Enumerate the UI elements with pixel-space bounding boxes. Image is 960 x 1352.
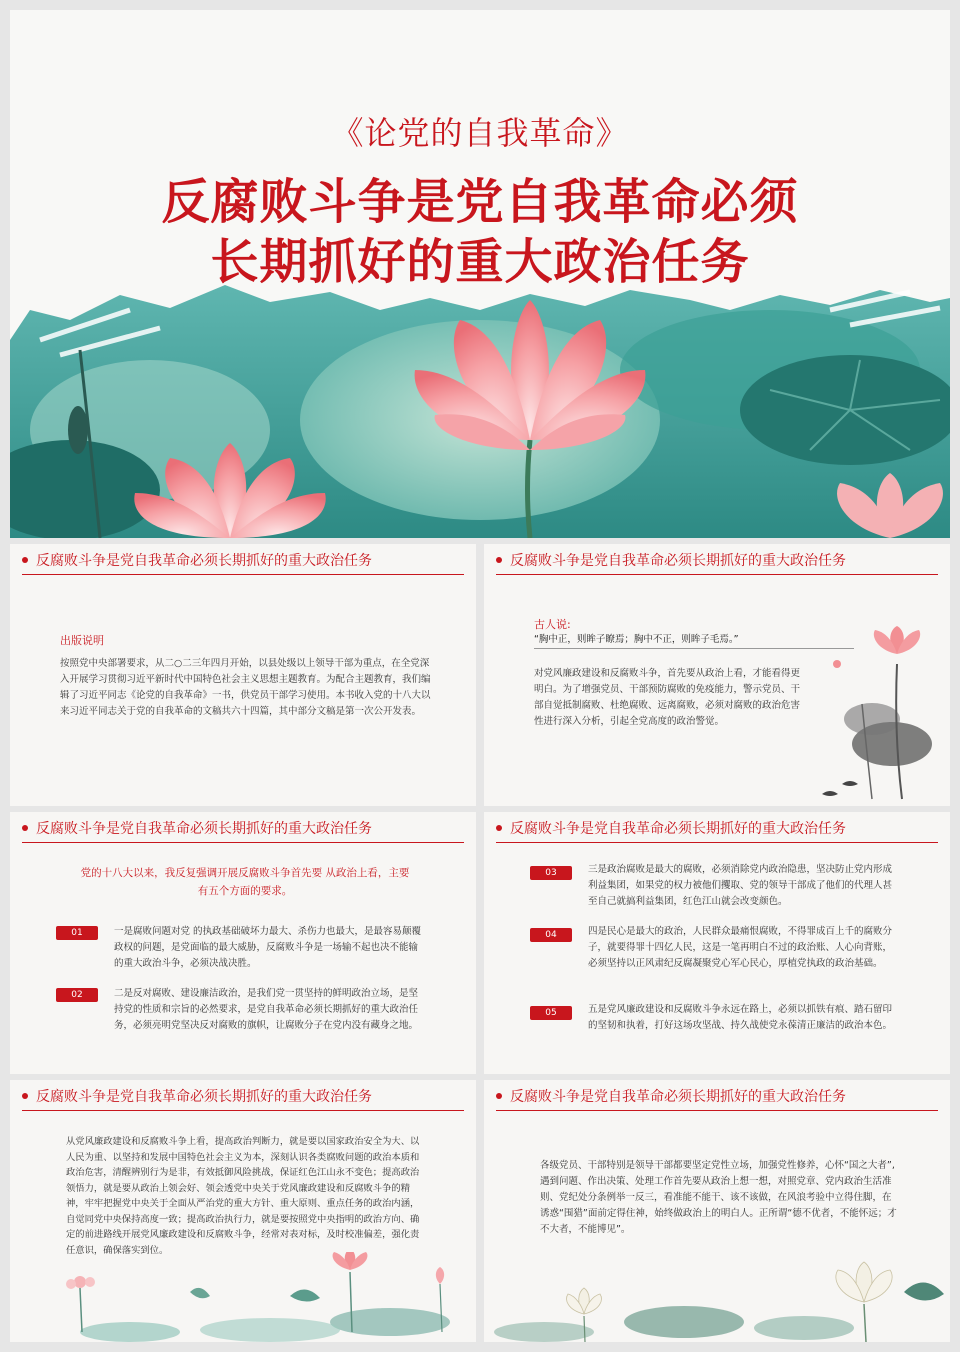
slide-header-text: 反腐败斗争是党自我革命必须长期抓好的重大政治任务 [510, 821, 846, 837]
header-divider [496, 842, 938, 843]
bullet-dot-icon [22, 825, 28, 831]
bullet-dot-icon [496, 557, 502, 563]
header-divider [22, 574, 464, 575]
slide-header-text: 反腐败斗争是党自我革命必须长期抓好的重大政治任务 [510, 553, 846, 569]
main-title [10, 172, 950, 292]
quote-text: “胸中正，则眸子瞭焉；胸中不正，则眸子毛焉。” [534, 632, 854, 649]
slide-five-requirements-1 [10, 812, 476, 1074]
main-title-line-1: 反腐败斗争是党自我革命必须 [161, 174, 799, 230]
item-number-badge: 02 [56, 988, 98, 1002]
slide-header-text: 反腐败斗争是党自我革命必须长期抓好的重大政治任务 [510, 1089, 846, 1105]
lotus-pond-footer-illustration [10, 1252, 476, 1342]
political-judgement-text: 从党风廉政建设和反腐败斗争上看，提高政治判断力，就是要以国家政治安全为大、以人民为重、以坚持和发展中国特色社会主义为本，深刻认识各类腐败问题的政治本质和政治危害，清醒辨别行为是非，有效抵御风险挑战，保证红色江山永不变色；提高政治领悟力，就是要从政治上领会好、领会透党中央关于党风廉政建设和反腐败斗争的精神，牢牢把握党中央关于全面从严治党的重大方针、重大原则、重点任务的政治内涵，自觉同党中央保持高度一致；提高政治执行力，就是要按照党中央指明的政治方向、确定的前进路线开展党风廉政建设和反腐败斗争，经常对表对标，及时校准偏差，强化责任意识，确保落实到位。 [66, 1136, 420, 1256]
ink-lotus-illustration [802, 624, 942, 804]
header-divider [22, 842, 464, 843]
slide-publication-note [10, 544, 476, 806]
slide-header [22, 818, 372, 838]
bullet-dot-icon [22, 1093, 28, 1099]
bullet-dot-icon [496, 825, 502, 831]
header-divider [496, 574, 938, 575]
requirement-text: 五是党风廉政建设和反腐败斗争永远在路上，必须以抓铁有痕、踏石留印的坚韧和执着，打好这场攻坚战、持久战使党永葆清正廉洁的政治本色。 [588, 1004, 893, 1031]
ancient-saying-text: 对党风廉政建设和反腐败斗争，首先要从政治上看，才能看得更明白。为了增强党员、干部预防腐败的免疫能力，警示党员、干部自觉抵制腐败、杜绝腐败、远离腐败，必须对腐败的政治危害性进行深入分析，引起全党高度的政治警觉。 [534, 668, 801, 727]
publication-note-text: 按照党中央部署要求，从二○二三年四月开始，以县处级以上领导干部为重点，在全党深入开展学习贯彻习近平新时代中国特色社会主义思想主题教育。为配合主题教育，我们编辑了习近平同志《论党的自我革命》一书，供党员干部学习使用。本书收入党的十八大以来习近平同志关于党的自我革命的文稿共六十四篇，其中部分文稿是第一次公开发表。 [60, 658, 431, 717]
intro-text: 党的十八大以来，我反复强调开展反腐败斗争首先要 从政治上看，主要有五个方面的要求。 [80, 867, 410, 897]
requirement-text: 二是反对腐败、建设廉洁政治，是我们党一贯坚持的鲜明政治立场，是坚持党的性质和宗旨的必然要求，是党自我革命必须长期抓好的重大政治任务，必须亮明党坚决反对腐败的旗帜，让腐败分子在党内没有藏身之地。 [114, 988, 419, 1031]
requirement-text: 三是政治腐败是最大的腐败，必须消除党内政治隐患，坚决防止党内形成利益集团，如果党的权力被他们攫取、党的领导干部成了他们的代理人甚至自己就搞利益集团，红色江山就会改变颜色。 [588, 864, 893, 907]
item-number-badge: 05 [530, 1006, 572, 1020]
slide-header-text: 反腐败斗争是党自我革命必须长期抓好的重大政治任务 [36, 1089, 372, 1105]
header-divider [22, 1110, 464, 1111]
cover-slide [10, 10, 950, 538]
slide-header-text: 反腐败斗争是党自我革命必须长期抓好的重大政治任务 [36, 821, 372, 837]
slide-header [496, 1086, 846, 1106]
slide-header [22, 1086, 372, 1106]
slide-party-spirit [484, 1080, 950, 1342]
section-label: 出版说明 [60, 634, 104, 647]
party-spirit-text: 各级党员、干部特别是领导干部都要坚定党性立场，加强党性修养，心怀“国之大者”,遇到问题、作出决策、处理工作首先要从政治上想一想，对照党章、党内政治生活准则、党纪处分条例举一反三，看准能不能干、该不该做，在风浪考验中立得住脚，在诱惑“围猎”面前定得住神，始终做政治上的明白人。正所谓“德不优者，不能怀远；才不大者，不能博见”。 [540, 1160, 897, 1235]
bullet-dot-icon [496, 1093, 502, 1099]
item-number-badge: 04 [530, 928, 572, 942]
book-title: 《论党的自我革命》 [331, 114, 629, 152]
slide-political-judgement [10, 1080, 476, 1342]
slide-header-text: 反腐败斗争是党自我革命必须长期抓好的重大政治任务 [36, 553, 372, 569]
slide-header [22, 550, 372, 570]
slide-header [496, 550, 846, 570]
requirement-text: 一是腐败问题对党 的执政基础破坏力最大、杀伤力也最大，是最容易颠覆政权的问题，是党面临的最大威胁，反腐败斗争是一场输不起也决不能输的重大政治斗争，必须决战决胜。 [114, 926, 422, 969]
main-title-line-2: 长期抓好的重大政治任务 [210, 234, 750, 290]
header-divider [496, 1110, 938, 1111]
bullet-dot-icon [22, 557, 28, 563]
slide-five-requirements-2 [484, 812, 950, 1074]
item-number-badge: 03 [530, 866, 572, 880]
slide-header [496, 818, 846, 838]
item-number-badge: 01 [56, 926, 98, 940]
white-lotus-illustration [484, 1232, 950, 1342]
slide-ancient-saying [484, 544, 950, 806]
requirement-text: 四是民心是最大的政治，人民群众最痛恨腐败，不得罪成百上千的腐败分子，就要得罪十四亿人民，这是一笔再明白不过的政治账、人心向背账，必须坚持以正风肃纪反腐凝聚党心军心民心，厚植党执政的政治基础。 [588, 926, 893, 969]
quote-label: 古人说: [534, 618, 571, 631]
